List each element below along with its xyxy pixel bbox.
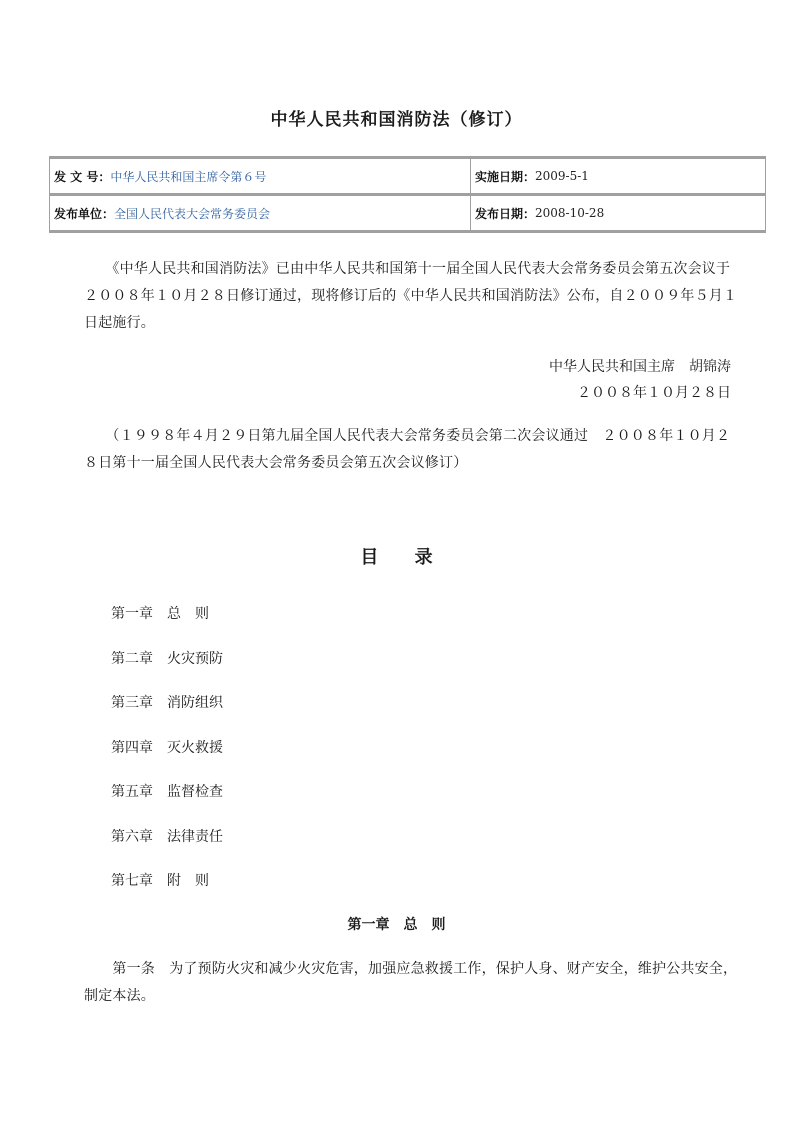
history-line: （１９９８年４月２９日第九届全国人民代表大会常务委员会第二次会议通过 ２００８年１０月２	[84, 428, 731, 444]
toc-item-chapter-6[interactable]: 第六章 法律责任	[111, 829, 223, 845]
document-title: 中华人民共和国消防法（修订）	[270, 110, 523, 130]
document-meta-table	[49, 156, 766, 233]
toc-item-chapter-2[interactable]: 第二章 火灾预防	[111, 651, 223, 667]
intro-line: ２００８年１０月２８日修订通过，现将修订后的《中华人民共和国消防法》公布，自２００９年５月１	[84, 288, 738, 304]
chapter-1-heading: 第一章 总 则	[347, 917, 446, 933]
issuer-label: 发布单位：	[54, 206, 115, 221]
toc-item-chapter-3[interactable]: 第三章 消防组织	[111, 695, 223, 711]
intro-line: 《中华人民共和国消防法》已由中华人民共和国第十一届全国人民代表大会常务委员会第五次会议于	[84, 261, 731, 277]
issuer-link[interactable]: 全国人民代表大会常务委员会	[114, 206, 271, 221]
article-line: 制定本法。	[84, 988, 155, 1004]
intro-line: 日起施行。	[84, 315, 155, 331]
publish-date-value: 2008-10-28	[535, 206, 605, 220]
toc-item-chapter-5[interactable]: 第五章 监督检查	[111, 784, 223, 800]
toc-item-chapter-4[interactable]: 第四章 灭火救援	[111, 740, 223, 756]
publish-date-label: 发布日期：	[475, 206, 536, 221]
toc-title: 目 录	[360, 547, 433, 568]
toc-item-chapter-7[interactable]: 第七章 附 则	[111, 873, 209, 889]
intro-paragraph	[84, 256, 738, 337]
doc-number-label: 发 文 号：	[54, 169, 111, 184]
signature-name: 中华人民共和国主席 胡锦涛	[549, 359, 731, 375]
effective-date-value: 2009-5-1	[535, 169, 589, 183]
toc-item-chapter-1[interactable]: 第一章 总 则	[111, 606, 209, 622]
signature-date: ２００８年１０月２８日	[577, 385, 731, 401]
history-note	[84, 423, 734, 477]
meta-row-2	[49, 196, 766, 230]
doc-number-cell	[50, 159, 471, 193]
effective-date-cell	[471, 159, 765, 193]
effective-date-label: 实施日期：	[475, 169, 536, 184]
doc-number-link[interactable]: 中华人民共和国主席令第６号	[110, 169, 267, 184]
article-1	[84, 956, 738, 1010]
publish-date-cell	[471, 196, 765, 230]
meta-row-1	[49, 159, 766, 196]
history-line: ８日第十一届全国人民代表大会常务委员会第五次会议修订）	[84, 455, 468, 471]
issuer-cell	[50, 196, 471, 230]
article-line: 第一条 为了预防火灾和减少火灾危害，加强应急救援工作，保护人身、财产安全，维护公共安全，	[84, 961, 738, 977]
